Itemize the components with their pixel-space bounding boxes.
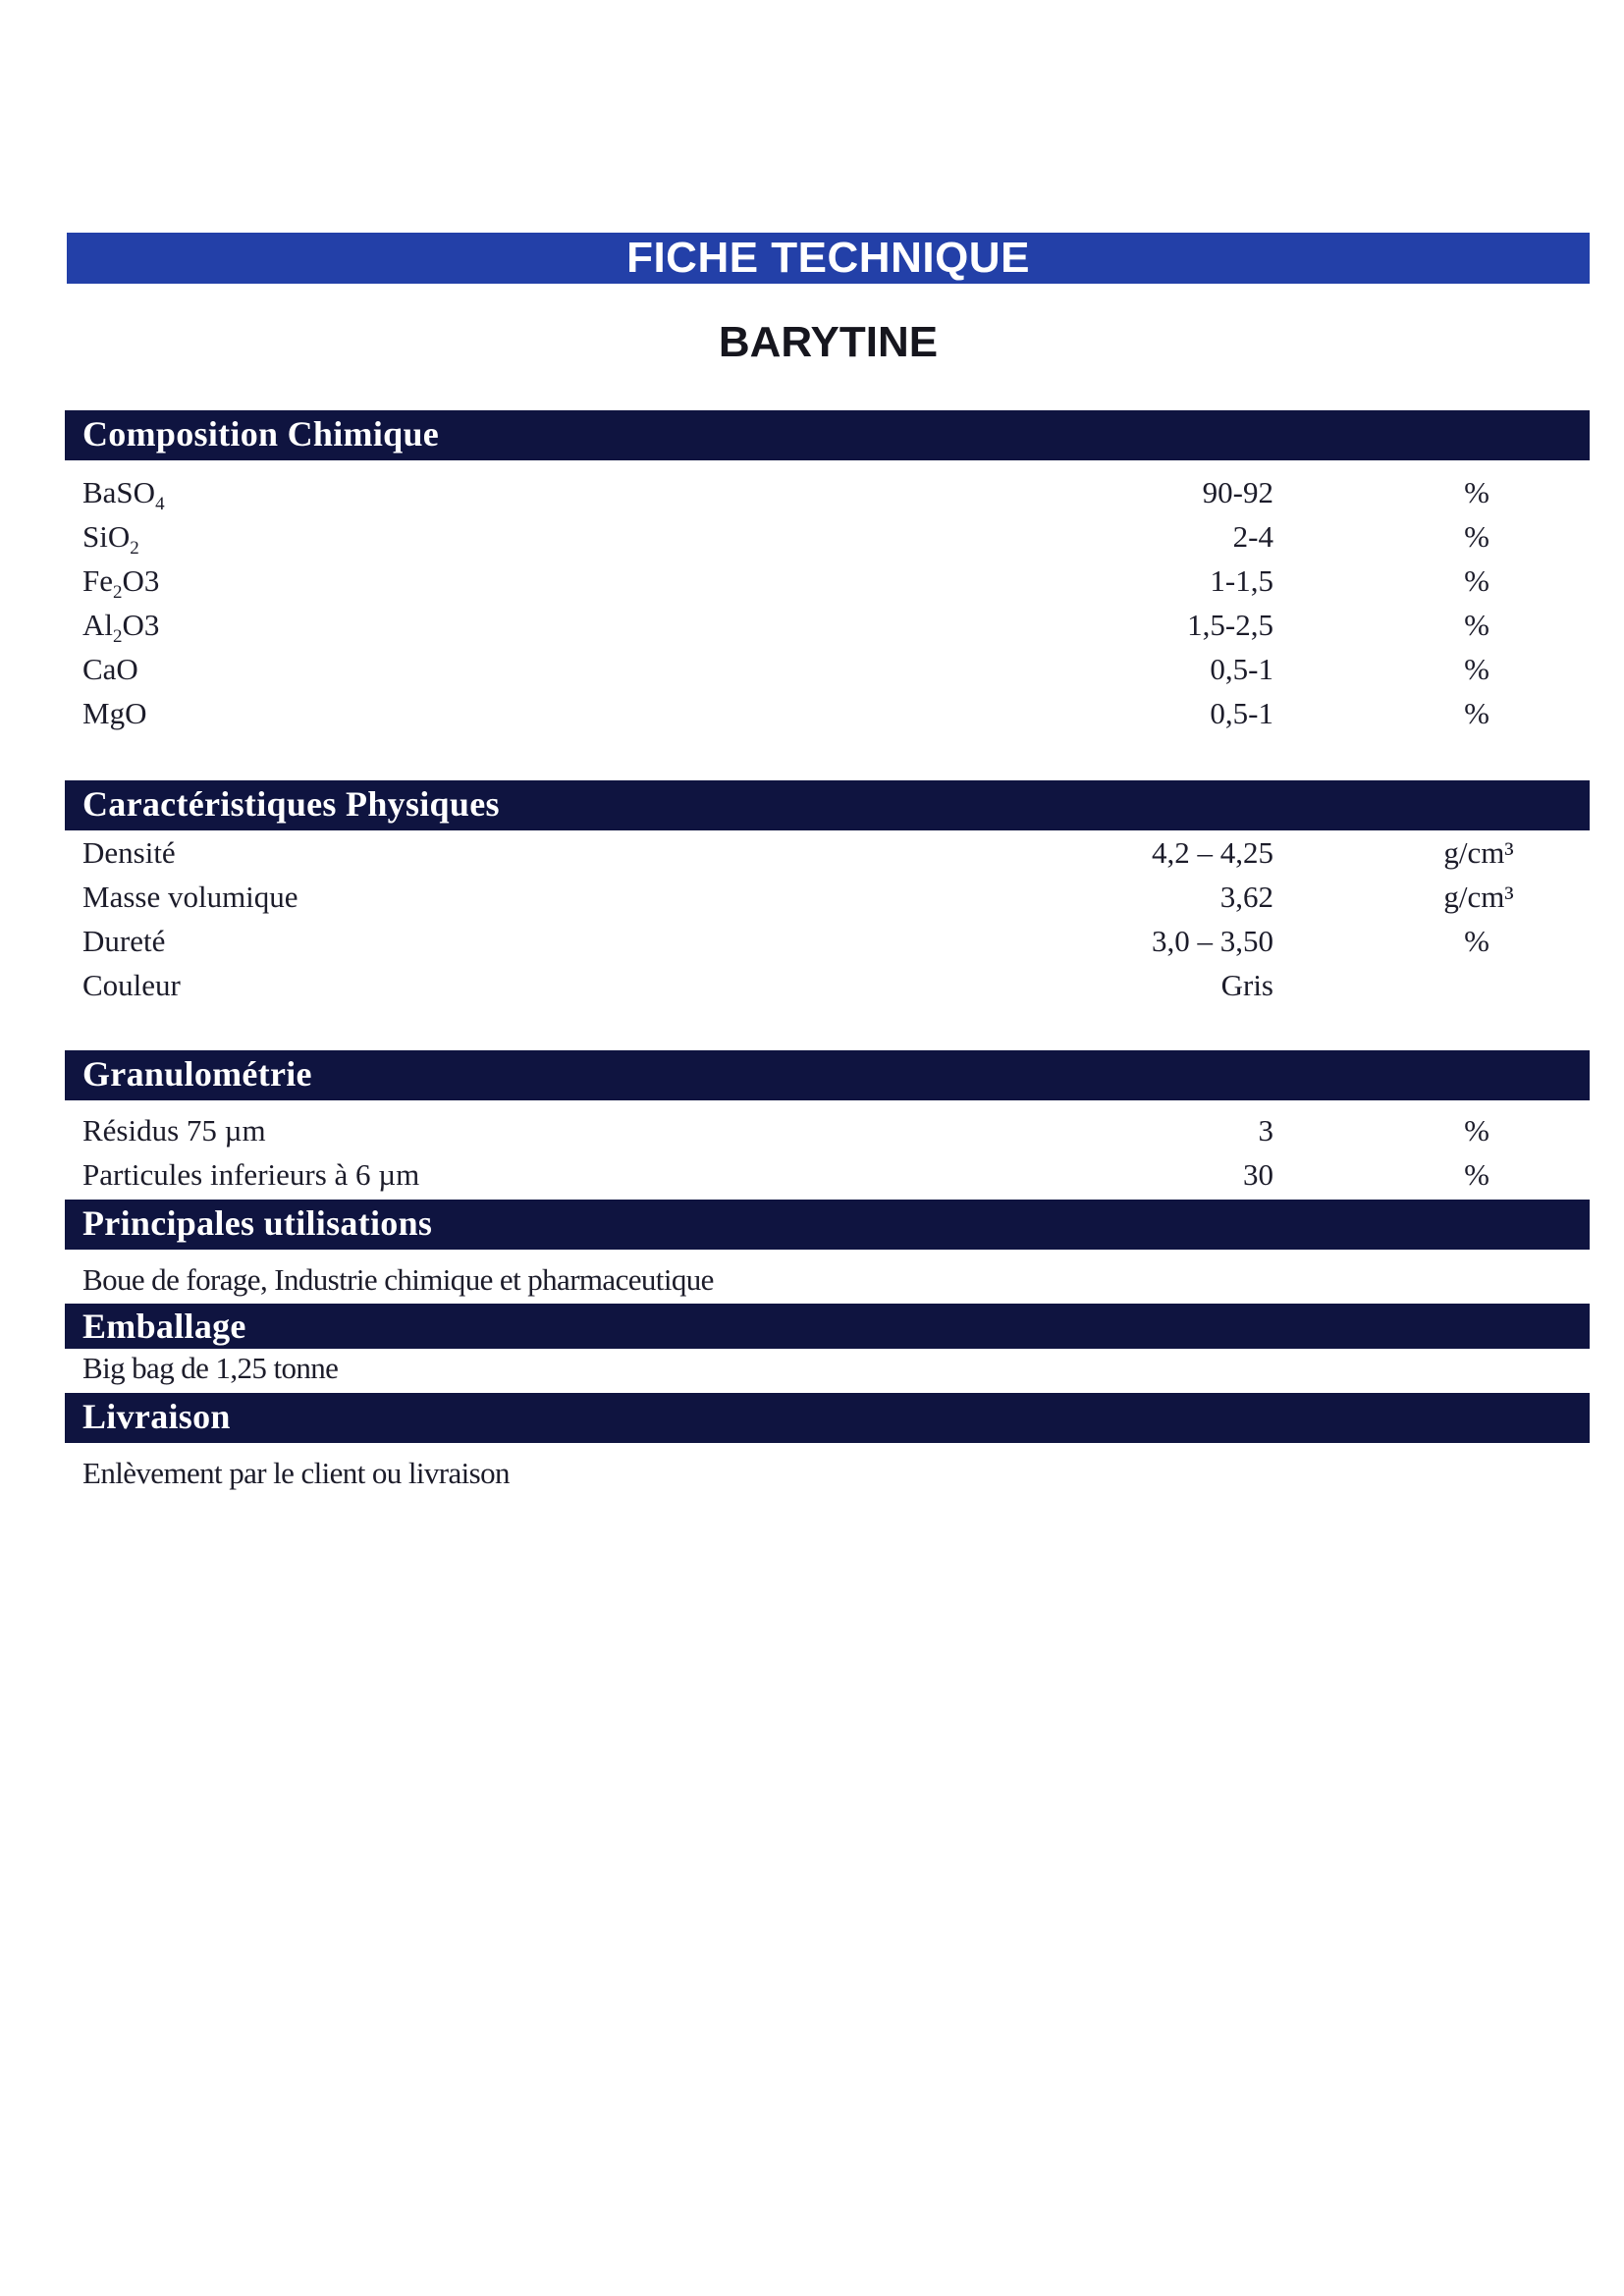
granulometry-list bbox=[65, 1108, 1590, 1197]
composition-formula: CaO bbox=[82, 652, 138, 686]
section-packaging bbox=[65, 1304, 1590, 1388]
composition-row bbox=[65, 647, 1590, 691]
packaging-text: Big bag de 1,25 tonne bbox=[82, 1351, 339, 1385]
physical-value: 3,62 bbox=[1219, 880, 1273, 914]
granulometry-value: 30 bbox=[1243, 1157, 1273, 1192]
uses-text: Boue de forage, Industrie chimique et pharmaceutique bbox=[82, 1262, 714, 1297]
section-granulometry bbox=[65, 1050, 1590, 1197]
composition-value: 0,5-1 bbox=[1210, 652, 1273, 686]
document-title: FICHE TECHNIQUE bbox=[67, 233, 1590, 284]
granulometry-row bbox=[65, 1108, 1590, 1152]
composition-unit: % bbox=[1464, 563, 1489, 598]
composition-unit: % bbox=[1464, 519, 1489, 554]
section-uses bbox=[65, 1200, 1590, 1302]
composition-value: 0,5-1 bbox=[1210, 696, 1273, 730]
section-header-packaging: Emballage bbox=[65, 1304, 1590, 1349]
section-delivery bbox=[65, 1393, 1590, 1495]
physical-value: 4,2 – 4,25 bbox=[1152, 835, 1273, 870]
composition-formula: $Al_2O3$ bbox=[82, 608, 160, 648]
physical-label: Couleur bbox=[82, 968, 181, 1002]
composition-row bbox=[65, 514, 1590, 559]
composition-value: 1-1,5 bbox=[1210, 563, 1273, 598]
composition-row bbox=[65, 691, 1590, 735]
composition-unit: % bbox=[1464, 696, 1489, 730]
composition-unit: % bbox=[1464, 608, 1489, 642]
composition-unit: % bbox=[1464, 475, 1489, 509]
composition-formula: BaSO$_4$ bbox=[82, 475, 165, 515]
section-header-delivery: Livraison bbox=[65, 1393, 1590, 1443]
physical-list bbox=[65, 830, 1590, 1007]
granulometry-label: Particules inferieurs à 6 µm bbox=[82, 1157, 420, 1192]
product-name: BARYTINE bbox=[718, 318, 939, 366]
section-physical bbox=[65, 780, 1590, 1007]
section-header-granulometry: Granulométrie bbox=[65, 1050, 1590, 1100]
granulometry-row bbox=[65, 1152, 1590, 1197]
physical-label: Densité bbox=[82, 835, 176, 870]
physical-unit: g/cm³ bbox=[1443, 880, 1514, 914]
physical-row bbox=[65, 963, 1590, 1007]
physical-unit: % bbox=[1464, 924, 1489, 958]
physical-label: Masse volumique bbox=[82, 880, 298, 914]
delivery-text: Enlèvement par le client ou livraison bbox=[82, 1456, 510, 1490]
composition-row bbox=[65, 603, 1590, 647]
composition-unit: % bbox=[1464, 652, 1489, 686]
section-header-physical: Caractéristiques Physiques bbox=[65, 780, 1590, 830]
physical-row bbox=[65, 830, 1590, 875]
composition-formula: $Fe_2O3$ bbox=[82, 563, 160, 604]
granulometry-label: Résidus 75 µm bbox=[82, 1113, 266, 1148]
section-composition bbox=[65, 410, 1590, 735]
granulometry-value: 3 bbox=[1258, 1113, 1273, 1148]
physical-label: Dureté bbox=[82, 924, 166, 958]
composition-row bbox=[65, 559, 1590, 603]
physical-unit: g/cm³ bbox=[1443, 835, 1514, 870]
composition-formula: MgO bbox=[82, 696, 147, 730]
composition-row bbox=[65, 470, 1590, 514]
granulometry-unit: % bbox=[1464, 1113, 1489, 1148]
section-header-uses: Principales utilisations bbox=[65, 1200, 1590, 1250]
composition-value: 2-4 bbox=[1232, 519, 1273, 554]
physical-row bbox=[65, 919, 1590, 963]
physical-value: Gris bbox=[1220, 968, 1273, 1002]
composition-value: 90-92 bbox=[1202, 475, 1273, 509]
composition-list bbox=[65, 470, 1590, 735]
composition-formula: SiO$_2$ bbox=[82, 519, 139, 560]
physical-row bbox=[65, 875, 1590, 919]
composition-value: 1,5-2,5 bbox=[1187, 608, 1273, 642]
granulometry-unit: % bbox=[1464, 1157, 1489, 1192]
physical-value: 3,0 – 3,50 bbox=[1152, 924, 1273, 958]
section-header-composition: Composition Chimique bbox=[65, 410, 1590, 460]
